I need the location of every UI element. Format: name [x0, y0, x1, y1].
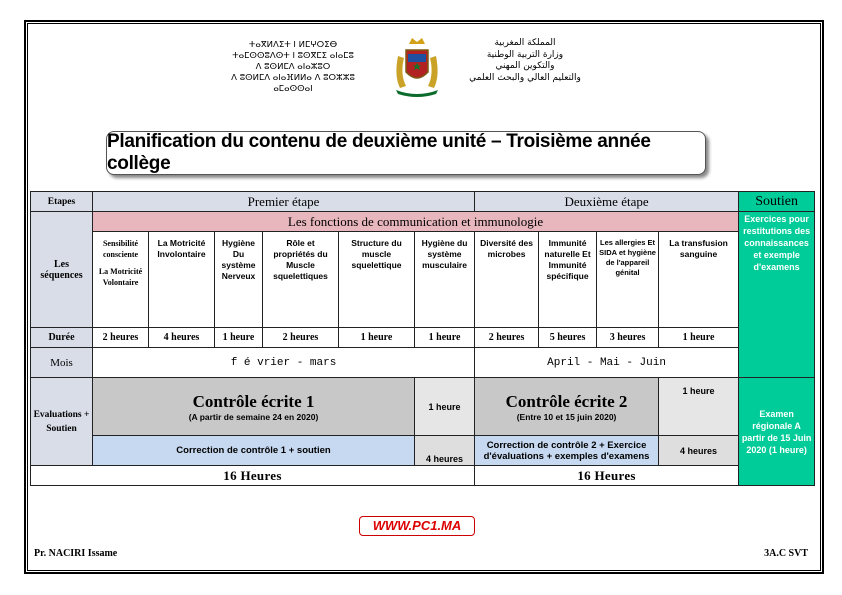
sequence-cell [93, 232, 149, 328]
duree-cell: 2 heures [475, 328, 539, 348]
tifinagh-line: ⵜⴰⵎⵙⵙⵓⴷⵙⵜ ⵏ ⵓⵙⴳⵎⵉ ⴰⵏⴰⵎⵓ [232, 51, 354, 61]
controle-1-cell [93, 378, 415, 436]
sequence-label: La Motricité Volontaire [98, 267, 143, 287]
examen-regional: Examen régionale A partir de 15 Juin 2020 (1 heure) [739, 378, 815, 486]
duree-cell: 2 heures [93, 328, 149, 348]
controle-2-duration: 1 heure [659, 378, 739, 436]
sequence-cell: Diversité des microbes [475, 232, 539, 328]
planning-table [30, 191, 815, 486]
duree-label: Durée [31, 328, 93, 348]
soutien-header: Soutien [739, 192, 815, 212]
duree-cell: 3 heures [597, 328, 659, 348]
tifinagh-line: ⴷ ⵓⵙⵍⵎⴷ ⴰⵏⴰⴼⵍⵍⴰ ⴷ ⵓⵔⵣⵣⵓ ⴰⵎⴰⵙⵙⴰⵏ [231, 73, 355, 94]
arabic-header [450, 38, 600, 84]
correction-1-duration: 4 heures [415, 436, 475, 466]
sequence-cell: Structure du muscle squelettique [339, 232, 415, 328]
soutien-description: Exercices pour restitutions des connaissances et exemple d'examens [739, 212, 815, 378]
controle-2-subtitle: (Entre 10 et 15 juin 2020) [516, 411, 617, 422]
moroccan-coat-of-arms-icon [390, 36, 444, 100]
controle-1-title: Contrôle écrite 1 [192, 391, 315, 411]
website-link[interactable]: WWW.PC1.MA [359, 516, 475, 536]
theme-banner: Les fonctions de communication et immunologie [93, 212, 739, 232]
controle-1-subtitle: (A partir de semaine 24 en 2020) [188, 411, 319, 422]
premier-etape-header: Premier étape [93, 192, 475, 212]
sequences-label: Les séquences [31, 212, 93, 328]
sequence-cell: La transfusion sanguine [659, 232, 739, 328]
etapes-label: Etapes [31, 192, 93, 212]
sequence-cell: La Motricité Involontaire [149, 232, 215, 328]
tifinagh-header [218, 40, 368, 95]
duree-cell: 1 heure [659, 328, 739, 348]
correction-2: Correction de contrôle 2 + Exercice d'évaluations + exemples d'examens [475, 436, 659, 466]
duree-cell: 4 heures [149, 328, 215, 348]
sequence-cell: Hygiène Du système Nerveux [215, 232, 263, 328]
correction-1: Correction de contrôle 1 + soutien [93, 436, 415, 466]
total-deuxieme-etape: 16 Heures [475, 466, 739, 486]
duree-cell: 1 heure [339, 328, 415, 348]
total-premier-etape: 16 Heures [31, 466, 475, 486]
duree-cell: 1 heure [215, 328, 263, 348]
sequence-cell: Rôle et propriétés du Muscle squelettiques [263, 232, 339, 328]
controle-2-cell [475, 378, 659, 436]
sequence-cell: Les allergies Et SIDA et hygiène de l'appareil génital [597, 232, 659, 328]
document-title: Planification du contenu de deuxième unité – Troisième année collège [107, 131, 651, 174]
arabic-line: المملكة المغربية [494, 38, 556, 48]
duree-cell: 5 heures [539, 328, 597, 348]
sequence-cell: Hygiène du système musculaire [415, 232, 475, 328]
evaluations-label: Evaluations + Soutien [31, 378, 93, 466]
mois-label: Mois [31, 348, 93, 378]
tifinagh-line: ⵜⴰⴳⵍⴷⵉⵜ ⵏ ⵍⵎⵖⵔⵉⴱ [248, 40, 338, 50]
arabic-line: والتكوين المهني [495, 61, 555, 71]
duree-cell: 2 heures [263, 328, 339, 348]
controle-1-duration: 1 heure [415, 378, 475, 436]
sequence-label: Sensibilité consciente [102, 239, 139, 259]
sequence-cell: Immunité naturelle Et Immunité spécifique [539, 232, 597, 328]
controle-2-title: Contrôle écrite 2 [505, 391, 628, 411]
duree-cell: 1 heure [415, 328, 475, 348]
deuxieme-etape-header: Deuxième étape [475, 192, 739, 212]
arabic-line: وزارة التربية الوطنية [486, 49, 564, 60]
document-title-box [106, 131, 706, 175]
correction-2-duration: 4 heures [659, 436, 739, 466]
class-label: 3A.C SVT [764, 548, 808, 559]
mois-premier-etape: f é vrier - mars [93, 348, 475, 378]
tifinagh-line: ⴷ ⵓⵙⵍⵎⴷ ⴰⵏⴰⵣⵓⵔ [255, 62, 331, 72]
mois-deuxieme-etape: April - Mai - Juin [475, 348, 739, 378]
author-name: Pr. NACIRI Issame [34, 548, 118, 559]
arabic-line: والتعليم العالي والبحث العلمي [469, 72, 581, 83]
